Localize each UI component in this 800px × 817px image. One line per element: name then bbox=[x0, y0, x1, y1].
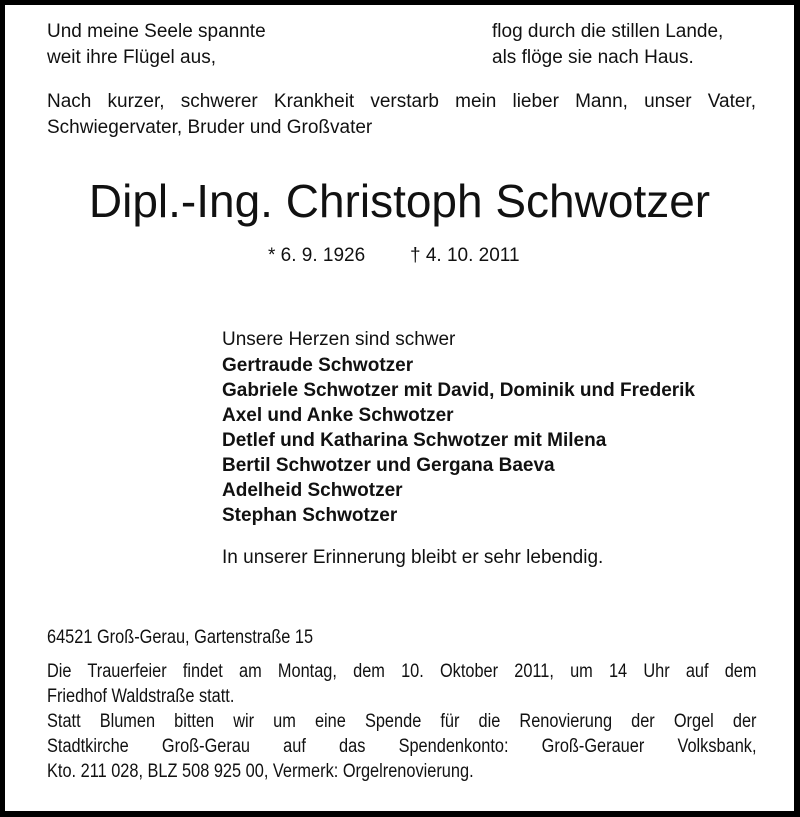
info-line: Friedhof Waldstraße statt. bbox=[47, 686, 235, 707]
mourners-list bbox=[222, 327, 695, 528]
mourner-entry: Axel und Anke Schwotzer bbox=[222, 405, 454, 426]
intro-line: Nach kurzer, schwerer Krankheit verstarb mein lieber Mann, unser Vater, bbox=[47, 91, 756, 112]
mourner-entry: Detlef und Katharina Schwotzer mit Milena bbox=[222, 430, 607, 451]
poem-left-stanza bbox=[47, 19, 266, 71]
deceased-name: Dipl.-Ing. Christoph Schwotzer bbox=[88, 175, 711, 227]
poem-line: flog durch die stillen Lande, bbox=[492, 21, 724, 42]
mourner-entry: Adelheid Schwotzer bbox=[222, 480, 403, 501]
poem-line: als flöge sie nach Haus. bbox=[492, 47, 694, 68]
poem-right-stanza bbox=[492, 19, 723, 71]
poem-line: weit ihre Flügel aus, bbox=[47, 47, 216, 68]
address: 64521 Groß-Gerau, Gartenstraße 15 bbox=[47, 627, 314, 648]
info-line: Statt Blumen bitten wir um eine Spende für die Renovierung der Orgel der bbox=[47, 711, 757, 732]
intro-line: Schwiegervater, Bruder und Großvater bbox=[47, 117, 373, 138]
death-date: † 4. 10. 2011 bbox=[410, 245, 520, 266]
poem-line: Und meine Seele spannte bbox=[47, 21, 266, 42]
mourner-entry: Bertil Schwotzer und Gergana Baeva bbox=[222, 455, 555, 476]
birth-date: * 6. 9. 1926 bbox=[268, 245, 366, 266]
memory-line: In unserer Erinnerung bleibt er sehr lebendig. bbox=[222, 547, 604, 568]
intro-text bbox=[47, 89, 756, 141]
mourner-entry: Gabriele Schwotzer mit David, Dominik und Frederik bbox=[222, 380, 695, 401]
obituary-notice bbox=[5, 5, 794, 811]
mourner-entry: Stephan Schwotzer bbox=[222, 505, 398, 526]
info-line: Kto. 211 028, BLZ 508 925 00, Vermerk: Orgelrenovierung. bbox=[47, 761, 474, 782]
funeral-info bbox=[47, 659, 757, 784]
info-line: Stadtkirche Groß-Gerau auf das Spendenkonto: Groß-Gerauer Volksbank, bbox=[47, 736, 757, 757]
info-line: Die Trauerfeier findet am Montag, dem 10. Oktober 2011, um 14 Uhr auf dem bbox=[47, 661, 757, 682]
mourners-lead: Unsere Herzen sind schwer bbox=[222, 329, 456, 350]
mourner-entry: Gertraude Schwotzer bbox=[222, 355, 414, 376]
